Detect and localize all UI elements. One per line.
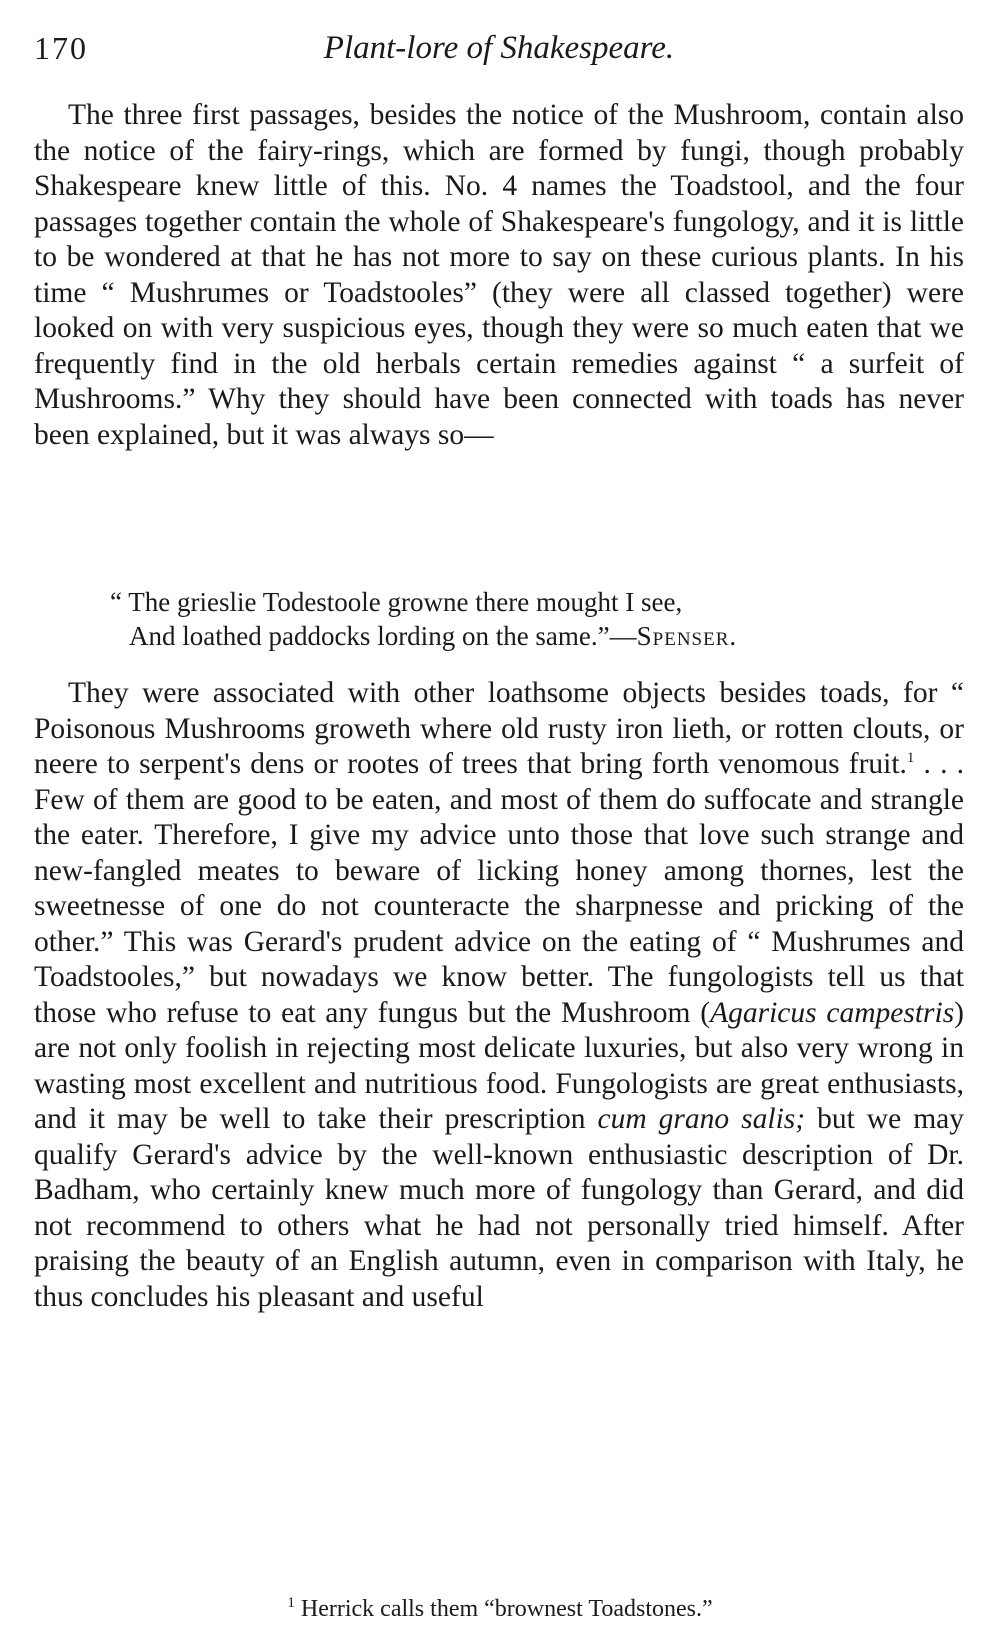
running-title: Plant-lore of Shakespeare. [323,30,675,66]
paragraph-2 [34,676,964,1315]
paragraph-2-part-3: ) are not only foolish in rejecting most delicate luxuries, but also very wrong in wasting most excellent and nutritious food. Fungologists are great enthusiasts, and it may be well to take their prescription [34,996,964,1135]
block-quote [110,585,960,653]
paragraph-2-part-1: They were associated with other loathsome objects besides toads, for “ Poisonous Mushrooms groweth where old rusty iron lieth, or rotten clouts, or neere to serpent's dens or rootes of trees that bring forth venomous fruit. [34,677,964,780]
page-number: 170 [34,30,88,66]
quote-line-2 [110,619,960,653]
footnote [0,1596,1000,1623]
footnote-marker: 1 [287,1595,295,1611]
page-header [34,28,964,72]
quote-line-2-text: And loathed paddocks lording on the same.”— [129,621,637,651]
paragraph-2-part-2: . . . Few of them are good to be eaten, and most of them do suffocate and strangle the eater. Therefore, I give my advice unto those that love such strange and new-fangled meates to beware of licking honey among thornes, lest the sweetnesse of one do not counteracte the sharpnesse and pricking of the other.” This was Gerard's prudent advice on the eating of “ Mushrumes and Toadstooles,” but nowadays we know better. The fungologists tell us that those who refuse to eat any fungus but the Mushroom ( [34,748,964,1029]
footnote-reference: 1 [906,750,915,767]
footnote-text: Herrick calls them “brownest Toadstones.” [300,1596,713,1622]
latin-name: Agaricus campestris [710,996,955,1029]
quote-author: Spenser. [636,621,738,651]
paragraph-1: The three first passages, besides the notice of the Mushroom, contain also the notice of the fairy-rings, which are formed by fungi, though probably Shakespeare knew little of this. No. 4 names the Toadstool, and the four passages together contain the whole of Shakespeare's fungology, and it is little to be wondered at that he has not more to say on these curious plants. In his time “ Mushrumes or Toadstooles” (they were all classed together) were looked on with very suspicious eyes, though they were so much eaten that we frequently find in the old herbals certain remedies against “ a surfeit of Mushrooms.” Why they should have been connected with toads has never been explained, but it was always so— [34,99,964,451]
latin-phrase: cum grano salis; [597,1103,806,1135]
paragraph-2-part-4: but we may qualify Gerard's advice by the well-known enthusiastic description of Dr. Badham, who certainly knew much more of fungology than Gerard, and did not recommend to others what he had not personally tried himself. After praising the beauty of an English autumn, even in comparison with Italy, he thus concludes his pleasant and useful [34,1103,964,1313]
quote-line-1: “ The grieslie Todestoole growne there mought I see, [110,587,683,617]
